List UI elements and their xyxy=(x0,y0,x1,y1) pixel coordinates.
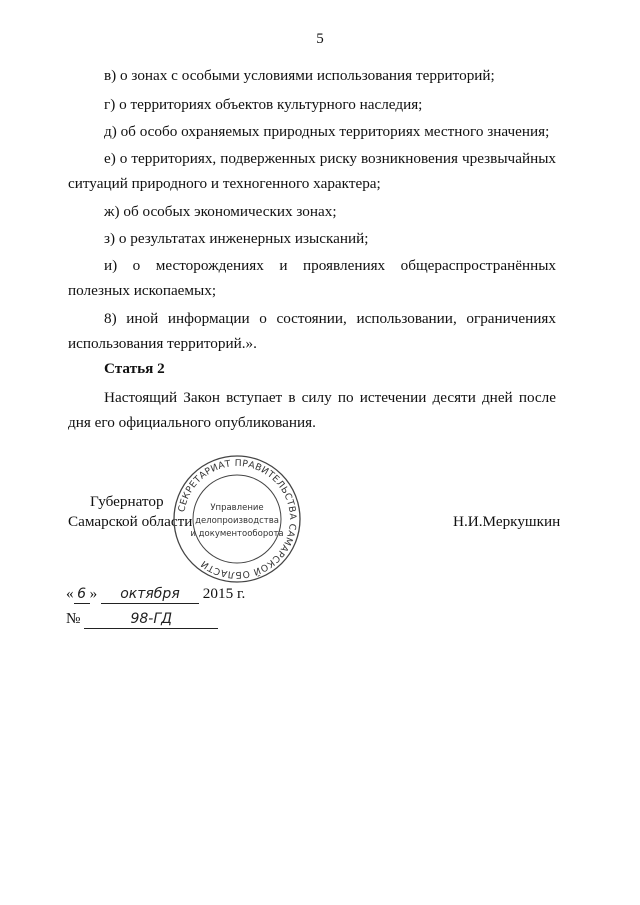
list-item: г) о территориях объектов культурного наследия; xyxy=(104,96,423,113)
list-item: и) о месторождениях и проявлениях общераспространённых полезных ископаемых; xyxy=(68,257,556,300)
signer-name: Н.И.Меркушкин xyxy=(453,513,561,530)
list-item: ж) об особых экономических зонах; xyxy=(104,203,337,220)
list-item: 8) иной информации о состоянии, использовании, ограничениях использования территорий.». xyxy=(68,310,556,353)
list-item: з) о результатах инженерных изысканий; xyxy=(104,230,369,247)
governor-region: Самарской области xyxy=(68,513,193,530)
official-stamp xyxy=(172,454,302,584)
number-prefix: № xyxy=(66,610,81,627)
governor-title: Губернатор xyxy=(90,493,164,510)
stamp-center-line: Управление xyxy=(210,503,264,513)
list-item: в) о зонах с особыми условиями использования территорий; xyxy=(104,67,495,84)
stamp-center-line: делопроизводства xyxy=(195,516,279,526)
article-text: Настоящий Закон вступает в силу по истечении десяти дней после дня его официального опубликования. xyxy=(68,389,556,432)
page-number: 5 xyxy=(316,31,324,47)
date-line xyxy=(66,585,245,604)
date-day: 6 xyxy=(74,585,90,604)
date-close-quote: » xyxy=(89,585,98,602)
list-item: е) о территориях, подверженных риску возникновения чрезвычайных ситуаций природного и техногенного характера; xyxy=(68,150,556,193)
article-title: Статья 2 xyxy=(104,360,165,377)
document-number: 98-ГД xyxy=(84,610,218,629)
date-open-quote: « xyxy=(66,585,74,602)
stamp-ring-text: СЕКРЕТАРИАТ ПРАВИТЕЛЬСТВА САМАРСКОЙ ОБЛАСТИ xyxy=(176,457,299,581)
stamp-center-line: и документооборота xyxy=(190,529,284,539)
date-year: 2015 г. xyxy=(202,585,246,602)
date-month: октября xyxy=(101,585,199,604)
list-item: д) об особо охраняемых природных территориях местного значения; xyxy=(104,123,550,140)
document-number-line xyxy=(66,610,218,629)
